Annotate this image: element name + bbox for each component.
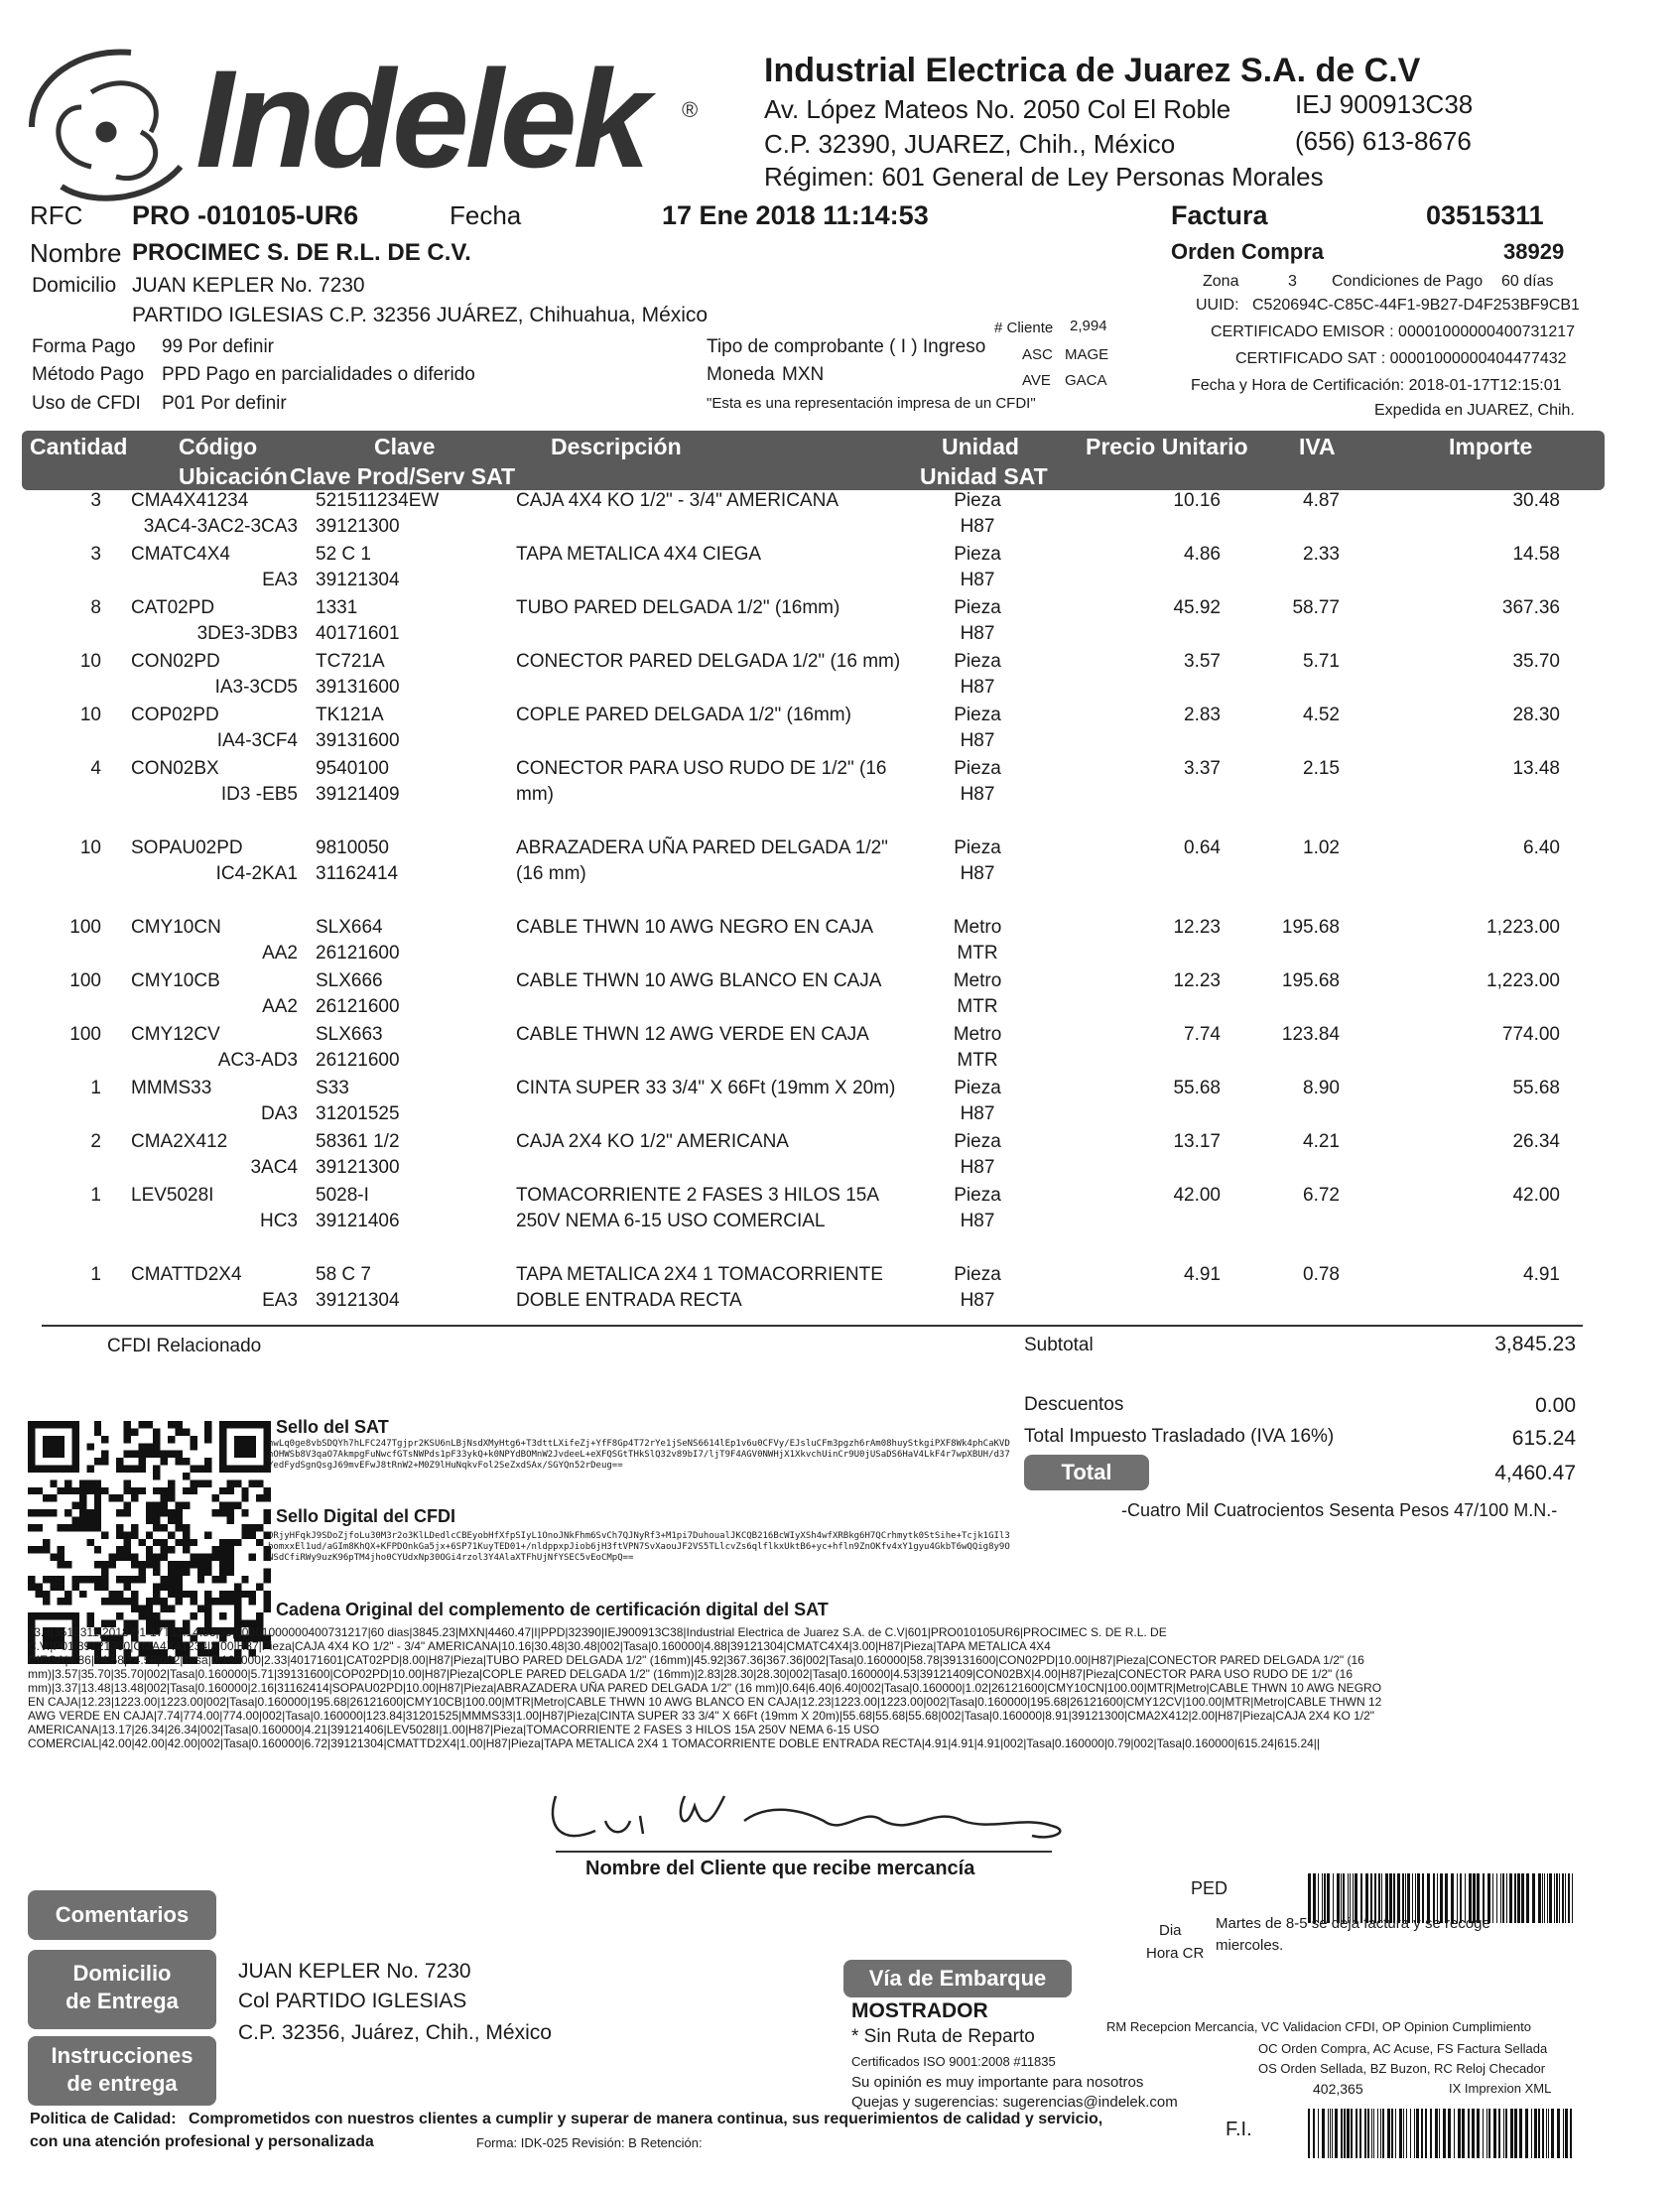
zona-value: 3 bbox=[1288, 273, 1297, 290]
cell-unidad: Pieza bbox=[954, 758, 1001, 779]
cell-iva: 195.68 bbox=[1281, 917, 1340, 938]
domicilio-line-1: JUAN KEPLER No. 7230 bbox=[132, 274, 365, 297]
cadena-line: ||3.3|3515311|2018-01-17T11:14:53|99|00001000000400731217|60 dias|3845.23|MXN|4460.47|I|PPD|32390|IEJ900913C38|Industrial Electrica de Juarez S.A. de C.V|601|PRO010105UR6|PROCIMEC S. DE R.L. DE bbox=[28, 1625, 1167, 1639]
cfdi-relacionado: CFDI Relacionado bbox=[107, 1336, 262, 1356]
cell-importe: 30.48 bbox=[1512, 490, 1560, 511]
cell-precio: 3.37 bbox=[1184, 758, 1221, 779]
politica-label: Politica de Calidad: bbox=[30, 2111, 177, 2127]
codes-line-3: OS Orden Sellada, BZ Buzon, RC Reloj Checador bbox=[1258, 2061, 1546, 2076]
fi-barcode-icon bbox=[1308, 2109, 1576, 2158]
cell-descripcion-1: CABLE THWN 10 AWG NEGRO EN CAJA bbox=[516, 917, 874, 938]
cell-cantidad: 10 bbox=[79, 837, 101, 858]
cell-cantidad: 1 bbox=[90, 1185, 101, 1206]
cadena-line: mm)|3.57|35.70|35.70|002|Tasa|0.160000|5.71|39131600|COP02PD|10.00|H87|Pieza|COPLE PARED DELGADA 1/2" (16mm)|2.83|28.30|28.30|002|Tasa|0.160000|4.53|39121409|CON02BX|4.00|H87|Pieza|CONECTOR PARA USO RUDO DE 1/2" (16 bbox=[28, 1667, 1353, 1681]
fan-icon bbox=[32, 52, 181, 197]
cell-iva: 1.02 bbox=[1303, 837, 1340, 858]
zona-label: Zona bbox=[1203, 273, 1239, 290]
cell-descripcion-1: CONECTOR PARED DELGADA 1/2" (16 mm) bbox=[516, 651, 901, 672]
cell-descripcion-1: ABRAZADERA UÑA PARED DELGADA 1/2" bbox=[516, 837, 888, 858]
iso-cert: Certificados ISO 9001:2008 #11835 bbox=[851, 2054, 1056, 2069]
cell-precio: 4.91 bbox=[1184, 1264, 1221, 1285]
cell-iva: 8.90 bbox=[1303, 1078, 1340, 1098]
cell-precio: 12.23 bbox=[1173, 970, 1221, 991]
cadena-line: CIEGA|4.86|14.58|14.58|002|Tasa|0.160000|2.33|40171601|CAT02PD|8.00|H87|Pieza|TUBO PARED DELGADA 1/2" (16mm)|45.92|367.36|367.36|002|Tasa|0.160000|58.78|39131600|CON02PD|10.00|H87|Pieza|CONECTOR PARED DELGADA 1/2" (16 bbox=[28, 1653, 1364, 1667]
politica-line-1: Comprometidos con nuestros clientes a cumplir y superar de manera continua, sus requerimientos de calidad y servicio, bbox=[189, 2111, 1103, 2127]
orden-label: Orden Compra bbox=[1171, 239, 1325, 264]
cell-ubicacion: AA2 bbox=[262, 943, 298, 964]
cell-iva: 4.87 bbox=[1303, 490, 1340, 511]
cell-clave: TK121A bbox=[316, 705, 384, 725]
via-embarque-label: Vía de Embarque bbox=[843, 1960, 1072, 1997]
cell-iva: 2.15 bbox=[1303, 758, 1340, 779]
cell-clave: SLX664 bbox=[316, 917, 383, 938]
fecha-label: Fecha bbox=[450, 200, 522, 230]
subtotal-label: Subtotal bbox=[1024, 1335, 1094, 1355]
total-label: Total bbox=[1024, 1455, 1149, 1490]
total-letra: -Cuatro Mil Cuatrocientos Sesenta Pesos 47/100 M.N.- bbox=[1121, 1500, 1558, 1520]
cell-clave: SLX666 bbox=[316, 970, 383, 991]
cell-clave: 521511234EW bbox=[316, 490, 440, 511]
factura-label: Factura bbox=[1171, 200, 1268, 230]
cell-importe: 774.00 bbox=[1501, 1024, 1560, 1045]
cell-unidad: Pieza bbox=[954, 544, 1001, 565]
company-logo bbox=[22, 38, 716, 206]
certificado-emisor: CERTIFICADO EMISOR : 00001000000400731217 bbox=[1211, 323, 1576, 340]
uso-cfdi-label: Uso de CFDI bbox=[32, 393, 141, 414]
company-address-2: C.P. 32390, JUAREZ, Chih., México bbox=[764, 129, 1176, 159]
moneda-label: Moneda bbox=[707, 364, 775, 385]
cell-clave: 58 C 7 bbox=[316, 1264, 371, 1285]
cell-precio: 10.16 bbox=[1173, 490, 1221, 511]
cell-unidad: Metro bbox=[953, 1024, 1002, 1045]
cell-clave: 9810050 bbox=[316, 837, 389, 858]
cell-unidad-sat: H87 bbox=[960, 516, 995, 537]
cell-importe: 26.34 bbox=[1512, 1131, 1560, 1152]
cell-cantidad: 100 bbox=[69, 917, 101, 938]
rfc-label: RFC bbox=[30, 200, 83, 230]
cell-clave-sat: 39121300 bbox=[316, 516, 400, 537]
cell-iva: 123.84 bbox=[1281, 1024, 1340, 1045]
cell-importe: 55.68 bbox=[1512, 1078, 1560, 1098]
cell-iva: 195.68 bbox=[1281, 970, 1340, 991]
cell-unidad-sat: H87 bbox=[960, 784, 995, 805]
company-regimen: Régimen: 601 General de Ley Personas Morales bbox=[764, 162, 1324, 192]
forma-revision: Forma: IDK-025 Revisión: B Retención: bbox=[476, 2135, 703, 2150]
company-phone: (656) 613-8676 bbox=[1295, 126, 1472, 156]
header-clave: Clave bbox=[374, 434, 436, 459]
cell-clave: S33 bbox=[316, 1078, 349, 1098]
cell-precio: 42.00 bbox=[1173, 1185, 1221, 1206]
header-unidad: Unidad bbox=[942, 434, 1019, 459]
cell-precio: 2.83 bbox=[1184, 705, 1221, 725]
cell-ubicacion: 3AC4 bbox=[250, 1157, 298, 1178]
cell-unidad-sat: H87 bbox=[960, 1290, 995, 1311]
cell-descripcion-1: TAPA METALICA 4X4 CIEGA bbox=[516, 544, 762, 565]
cell-cantidad: 8 bbox=[90, 597, 101, 618]
cell-clave-sat: 40171601 bbox=[316, 623, 400, 644]
instrucciones-label-2: de entrega bbox=[66, 2071, 178, 2096]
cell-clave-sat: 39121409 bbox=[316, 784, 400, 805]
cell-codigo: CAT02PD bbox=[131, 597, 215, 618]
cell-unidad: Pieza bbox=[954, 1078, 1001, 1098]
domicilio-entrega-box bbox=[28, 1950, 216, 2029]
nombre-value: PROCIMEC S. DE R.L. DE C.V. bbox=[132, 239, 471, 266]
cell-codigo: CMATTD2X4 bbox=[131, 1264, 242, 1285]
cell-codigo: COP02PD bbox=[131, 705, 219, 725]
cell-unidad-sat: MTR bbox=[957, 1050, 998, 1071]
cell-descripcion-2: 250V NEMA 6-15 USO COMERCIAL bbox=[516, 1211, 826, 1231]
cell-codigo: CON02BX bbox=[131, 758, 219, 779]
sello-sat-label: Sello del SAT bbox=[276, 1417, 389, 1437]
cell-codigo: CMY10CN bbox=[131, 917, 221, 938]
cell-codigo: LEV5028I bbox=[131, 1185, 214, 1206]
cell-ubicacion: IC4-2KA1 bbox=[215, 863, 298, 884]
sello-sat-text: hwLq0ge8vbSDQYh7hLFC247Tgjpr2KSU6nLBjNsdXMyHtg6+T3dttLXifeZj+YfF8Gp4T72rYe1jSeNS6614lEp1v6u0CFVy/EJsluCFm3pgzh6rAm08huyStkgiPXF8Wk4phCaKVDhOHWSb8V3qaO7AkmpgFuNwcfGTsNWPds1pF33ykQ+k0NPYdBOMnW2JvdeeL+eXFQSGtTHkSlQ32v89bI7/ljT9F4AGV0NWHjX1XkvchUinCr9U0jUSaDS6HaV4LkF4r7wpXBUH/d37YedFydSgnQsgJ69mvEFwJ8tRnW2+M0Z9lHuNqkvFol2SeZxdSAx/SGYQn52rDeug== bbox=[268, 1439, 1010, 1471]
forma-pago-value: 99 Por definir bbox=[162, 336, 275, 357]
company-name: Industrial Electrica de Juarez S.A. de C.V bbox=[764, 52, 1421, 89]
cell-descripcion-2: DOBLE ENTRADA RECTA bbox=[516, 1290, 742, 1311]
cell-clave-sat: 26121600 bbox=[316, 943, 400, 964]
cell-importe: 1,223.00 bbox=[1486, 917, 1560, 938]
cell-unidad-sat: MTR bbox=[957, 943, 998, 964]
cell-unidad: Pieza bbox=[954, 597, 1001, 618]
cell-descripcion-1: CABLE THWN 12 AWG VERDE EN CAJA bbox=[516, 1024, 869, 1045]
cell-descripcion-1: CAJA 4X4 KO 1/2" - 3/4" AMERICANA bbox=[516, 490, 840, 511]
cell-ubicacion: EA3 bbox=[262, 570, 298, 590]
tipo-comprobante: Tipo de comprobante ( I ) Ingreso bbox=[707, 336, 986, 357]
ave-value: GACA bbox=[1065, 372, 1107, 389]
cadena-line: mm)|3.37|13.48|13.48|002|Tasa|0.160000|2.16|31162414|SOPAU02PD|10.00|H87|Pieza|ABRAZADERA UÑA PARED DELGADA 1/2" (16 mm)|0.64|6.40|6.40|002|Tasa|0.160000|1.02|26121600|CMY10CN|100.00|MTR|Metro|CABLE THWN 10 AWG NEGRO bbox=[28, 1681, 1382, 1695]
registered-mark: ® bbox=[682, 97, 699, 122]
cell-ubicacion: IA3-3CD5 bbox=[214, 677, 298, 698]
cell-unidad-sat: H87 bbox=[960, 1211, 995, 1231]
cell-clave: 9540100 bbox=[316, 758, 389, 779]
moneda-value: MXN bbox=[782, 364, 825, 385]
cell-ubicacion: EA3 bbox=[262, 1290, 298, 1311]
cell-precio: 3.57 bbox=[1184, 651, 1221, 672]
cell-unidad: Pieza bbox=[954, 1185, 1001, 1206]
cell-precio: 0.64 bbox=[1184, 837, 1221, 858]
cell-ubicacion: AC3-AD3 bbox=[217, 1050, 298, 1071]
rfc-value: PRO -010105-UR6 bbox=[132, 200, 359, 230]
cell-unidad-sat: H87 bbox=[960, 1157, 995, 1178]
cell-codigo: CMA2X412 bbox=[131, 1131, 228, 1152]
company-rfc: IEJ 900913C38 bbox=[1295, 89, 1474, 119]
firma-label: Nombre del Cliente que recibe mercancía bbox=[585, 1858, 975, 1879]
cadena-line: C.V.|P01|39121300|CMA4X41234|3.00|H87|Pieza|CAJA 4X4 KO 1/2" - 3/4" AMERICANA|10.16|30.48|30.48|002|Tasa|0.160000|4.88|39121304|CMATC4X4|3.00|H87|Pieza|TAPA METALICA 4X4 bbox=[28, 1639, 1051, 1653]
cell-descripcion-1: TAPA METALICA 2X4 1 TOMACORRIENTE bbox=[516, 1264, 883, 1285]
uuid-value: C520694C-C85C-44F1-9B27-D4F253BF9CB1 bbox=[1252, 297, 1580, 314]
cadena-line: EN CAJA|12.23|1223.00|1223.00|002|Tasa|0.160000|195.68|26121600|CMY10CB|100.00|MTR|Metro|CABLE THWN 10 AWG BLANCO EN CAJA|12.23|1223.00|1223.00|002|Tasa|0.160000|195.68|26121600|CMY12CV|100.00|MTR|Metro|CABLE THWN 12 bbox=[28, 1695, 1382, 1709]
nombre-label: Nombre bbox=[30, 238, 122, 268]
company-address-1: Av. López Mateos No. 2050 Col El Roble bbox=[764, 94, 1231, 124]
hora-label: Hora CR bbox=[1146, 1945, 1205, 1962]
fi-label: F.I. bbox=[1226, 2119, 1252, 2140]
document-number: 402,365 bbox=[1313, 2081, 1363, 2097]
cell-descripcion-2: mm) bbox=[516, 784, 554, 805]
fecha-value: 17 Ene 2018 11:14:53 bbox=[662, 200, 929, 230]
forma-pago-label: Forma Pago bbox=[32, 336, 136, 357]
cell-descripcion-1: CAJA 2X4 KO 1/2" AMERICANA bbox=[516, 1131, 789, 1152]
cell-descripcion-1: COPLE PARED DELGADA 1/2" (16mm) bbox=[516, 705, 851, 725]
cell-descripcion-1: TOMACORRIENTE 2 FASES 3 HILOS 15A bbox=[516, 1185, 880, 1206]
cell-codigo: CMATC4X4 bbox=[131, 544, 230, 565]
cell-precio: 12.23 bbox=[1173, 917, 1221, 938]
cell-descripcion-1: CONECTOR PARA USO RUDO DE 1/2" (16 bbox=[516, 758, 887, 779]
header-cantidad: Cantidad bbox=[30, 434, 128, 459]
cell-unidad: Pieza bbox=[954, 837, 1001, 858]
cell-importe: 1,223.00 bbox=[1486, 970, 1560, 991]
quejas-text: Quejas y sugerencias: sugerencias@indelek.com bbox=[851, 2094, 1178, 2111]
cell-clave-sat: 39121406 bbox=[316, 1211, 400, 1231]
cell-importe: 28.30 bbox=[1512, 705, 1560, 725]
cell-clave: SLX663 bbox=[316, 1024, 383, 1045]
cell-clave-sat: 26121600 bbox=[316, 1050, 400, 1071]
comentarios-label: Comentarios bbox=[28, 1890, 216, 1940]
asc-label: ASC bbox=[1022, 346, 1053, 363]
cell-cantidad: 1 bbox=[90, 1078, 101, 1098]
cell-clave: 52 C 1 bbox=[316, 544, 371, 565]
uuid-label: UUID: bbox=[1196, 297, 1239, 314]
cell-cantidad: 100 bbox=[69, 1024, 101, 1045]
domicilio-line-2: PARTIDO IGLESIAS C.P. 32356 JUÁREZ, Chihuahua, México bbox=[132, 304, 709, 326]
cell-ubicacion: 3AC4-3AC2-3CA3 bbox=[143, 516, 298, 537]
cell-importe: 6.40 bbox=[1523, 837, 1560, 858]
items-table-header bbox=[22, 431, 1605, 490]
header-unidad-sat: Unidad SAT bbox=[920, 463, 1048, 489]
representacion-note: "Esta es una representación impresa de un CFDI" bbox=[707, 395, 1036, 412]
cell-codigo: SOPAU02PD bbox=[131, 837, 243, 858]
impuesto-value: 615.24 bbox=[1511, 1427, 1576, 1450]
cell-clave: TC721A bbox=[316, 651, 385, 672]
cell-cantidad: 1 bbox=[90, 1264, 101, 1285]
sello-cfdi-text: ORjyHFqkJ9SDoZjfoLu30M3r2o3KlLDedlcCBEyobHfXfpSIyL1OnoJNkFhm6SvCh7QJNyRf3+M1pi7DuhoualJKCQB216BcWIyXSh4wfXRBkg6H7QCrhmytk0StSihe+Tcjk1GIl3bomxxEl1ud/aGIm8KhQX+KFPDOnkGa5jx+6SP71KuyTED01+/nldppxpJiob6jH3ftVPN7SvXaouJF2VS5TLlcvZs6qlflkxUktB6+yc+hfln9ZnOKfv4xY1gyu4GkbT6wQQig8y9ONSdCfiRWy9uzK96pTM4jho0CYUdxNp30OGi4rzol3Y4AlaXTFhUjNfYSEC5vEoCMpQ== bbox=[268, 1531, 1010, 1563]
cell-clave-sat: 39131600 bbox=[316, 677, 400, 698]
cell-ubicacion: IA4-3CF4 bbox=[216, 730, 298, 751]
cell-unidad-sat: H87 bbox=[960, 570, 995, 590]
header-descripcion: Descripción bbox=[551, 434, 682, 459]
condiciones-value: 60 días bbox=[1501, 273, 1554, 290]
cell-cantidad: 3 bbox=[90, 544, 101, 565]
cell-clave-sat: 39121304 bbox=[316, 1290, 400, 1311]
cell-unidad-sat: MTR bbox=[957, 996, 998, 1017]
cell-iva: 4.52 bbox=[1303, 705, 1340, 725]
entrega-line-1: JUAN KEPLER No. 7230 bbox=[238, 1960, 471, 1983]
cell-importe: 42.00 bbox=[1512, 1185, 1560, 1206]
cell-clave-sat: 39121300 bbox=[316, 1157, 400, 1178]
cell-cantidad: 3 bbox=[90, 490, 101, 511]
dia-note-2: miercoles. bbox=[1216, 1937, 1284, 1954]
ped-label: PED bbox=[1191, 1878, 1228, 1898]
descuentos-label: Descuentos bbox=[1024, 1394, 1124, 1415]
cell-unidad-sat: H87 bbox=[960, 730, 995, 751]
cell-clave: 1331 bbox=[316, 597, 358, 618]
cadena-line: AWG VERDE EN CAJA|7.74|774.00|774.00|002|Tasa|0.160000|123.84|31201525|MMMS33|1.00|H87|Pieza|CINTA SUPER 33 3/4" X 66Ft (19mm X 20m)|55.68|55.68|55.68|002|Tasa|0.160000|8.91|39121300|CMA2X412|2.00|H87|Pieza|CAJA 2X4 KO 1/2" bbox=[28, 1709, 1375, 1723]
cell-unidad: Pieza bbox=[954, 490, 1001, 511]
cell-ubicacion: DA3 bbox=[261, 1103, 298, 1124]
expedida-en: Expedida en JUAREZ, Chih. bbox=[1374, 402, 1575, 419]
cell-codigo: CMY12CV bbox=[131, 1024, 220, 1045]
cell-unidad-sat: H87 bbox=[960, 623, 995, 644]
cell-iva: 6.72 bbox=[1303, 1185, 1340, 1206]
cell-unidad: Pieza bbox=[954, 651, 1001, 672]
header-iva: IVA bbox=[1299, 434, 1336, 459]
header-precio: Precio Unitario bbox=[1086, 434, 1248, 459]
domicilio-entrega-label-1: Domicilio bbox=[72, 1961, 172, 1986]
cell-importe: 367.36 bbox=[1501, 597, 1560, 618]
politica-line-2: con una atención profesional y personalizada bbox=[30, 2133, 374, 2150]
cell-clave-sat: 31201525 bbox=[316, 1103, 400, 1124]
dia-note-1: Martes de 8-5 se deja factura y se recoge bbox=[1216, 1915, 1490, 1932]
cell-importe: 4.91 bbox=[1523, 1264, 1560, 1285]
cell-clave-sat: 39121304 bbox=[316, 570, 400, 590]
cell-iva: 5.71 bbox=[1303, 651, 1340, 672]
sello-cfdi-label: Sello Digital del CFDI bbox=[276, 1506, 456, 1526]
header-importe: Importe bbox=[1449, 434, 1533, 459]
cell-importe: 35.70 bbox=[1512, 651, 1560, 672]
cliente-label: # Cliente bbox=[994, 320, 1054, 336]
cell-unidad: Pieza bbox=[954, 705, 1001, 725]
logo-text: Indelek bbox=[195, 41, 647, 196]
cell-descripcion-1: CABLE THWN 10 AWG BLANCO EN CAJA bbox=[516, 970, 882, 991]
cadena-label: Cadena Original del complemento de certificación digital del SAT bbox=[276, 1600, 829, 1619]
orden-value: 38929 bbox=[1503, 239, 1565, 264]
cliente-value: 2,994 bbox=[1070, 318, 1107, 334]
factura-value: 03515311 bbox=[1426, 200, 1544, 230]
instrucciones-label-1: Instrucciones bbox=[51, 2043, 194, 2068]
cell-codigo: CMA4X41234 bbox=[131, 490, 249, 511]
cell-ubicacion: ID3 -EB5 bbox=[220, 784, 298, 805]
asc-value: MAGE bbox=[1065, 346, 1109, 363]
cell-precio: 45.92 bbox=[1173, 597, 1221, 618]
domicilio-label: Domicilio bbox=[32, 274, 117, 297]
impuesto-label: Total Impuesto Trasladado (IVA 16%) bbox=[1024, 1426, 1335, 1447]
cadena-line: COMERCIAL|42.00|42.00|42.00|002|Tasa|0.160000|6.72|39121304|CMATTD2X4|1.00|H87|Pieza|TAPA METALICA 2X4 1 TOMACORRIENTE DOBLE ENTRADA RECTA|4.91|4.91|4.91|002|Tasa|0.160000|0.79|002|Tasa|0.160000|615.24|615.24|| bbox=[28, 1736, 1321, 1750]
cell-iva: 58.77 bbox=[1292, 597, 1340, 618]
table-divider bbox=[42, 1325, 1583, 1327]
cell-precio: 7.74 bbox=[1184, 1024, 1221, 1045]
header-ubicacion: Ubicación bbox=[179, 463, 288, 489]
header-clave-sat: Clave Prod/Serv SAT bbox=[290, 463, 516, 489]
via-embarque-value: MOSTRADOR bbox=[851, 1999, 988, 2022]
total-value: 4,460.47 bbox=[1494, 1462, 1576, 1484]
cadena-original bbox=[28, 1625, 1576, 1750]
header-codigo: Código bbox=[179, 434, 258, 459]
impresion-code: IX Imprexion XML bbox=[1449, 2081, 1552, 2096]
cell-ubicacion: AA2 bbox=[262, 996, 298, 1017]
entrega-line-3: C.P. 32356, Juárez, Chih., México bbox=[238, 2021, 552, 2044]
cell-descripcion-1: TUBO PARED DELGADA 1/2" (16mm) bbox=[516, 597, 840, 618]
cell-cantidad: 100 bbox=[69, 970, 101, 991]
cell-unidad: Metro bbox=[953, 917, 1002, 938]
cell-codigo: CON02PD bbox=[131, 651, 220, 672]
cell-importe: 14.58 bbox=[1512, 544, 1560, 565]
cell-ubicacion: HC3 bbox=[259, 1211, 298, 1231]
descuentos-value: 0.00 bbox=[1535, 1394, 1576, 1417]
entrega-line-2: Col PARTIDO IGLESIAS bbox=[238, 1990, 467, 2012]
cell-cantidad: 2 bbox=[90, 1131, 101, 1152]
signature-line bbox=[556, 1851, 1052, 1853]
cell-iva: 4.21 bbox=[1303, 1131, 1340, 1152]
codes-line-1: RM Recepcion Mercancia, VC Validacion CFDI, OP Opinion Cumplimiento bbox=[1106, 2019, 1531, 2034]
codes-line-2: OC Orden Compra, AC Acuse, FS Factura Sellada bbox=[1258, 2041, 1548, 2056]
uso-cfdi-value: P01 Por definir bbox=[162, 393, 287, 414]
cadena-line: AMERICANA|13.17|26.34|26.34|002|Tasa|0.160000|4.21|39121406|LEV5028I|1.00|H87|Pieza|TOMACORRIENTE 2 FASES 3 HILOS 15A 250V NEMA 6-15 USO bbox=[28, 1723, 880, 1736]
cell-descripcion-1: CINTA SUPER 33 3/4" X 66Ft (19mm X 20m) bbox=[516, 1078, 896, 1098]
cell-unidad-sat: H87 bbox=[960, 1103, 995, 1124]
domicilio-entrega-label-2: de Entrega bbox=[65, 1989, 179, 2013]
customer-signature bbox=[536, 1776, 1092, 1851]
cell-clave: 5028-I bbox=[316, 1185, 369, 1206]
subtotal-value: 3,845.23 bbox=[1494, 1333, 1576, 1355]
dia-label: Dia bbox=[1159, 1922, 1182, 1939]
cell-precio: 4.86 bbox=[1184, 544, 1221, 565]
cell-unidad: Pieza bbox=[954, 1264, 1001, 1285]
metodo-pago-value: PPD Pago en parcialidades o diferido bbox=[162, 364, 475, 385]
metodo-pago-label: Método Pago bbox=[32, 364, 145, 385]
cell-unidad-sat: H87 bbox=[960, 863, 995, 884]
cell-iva: 0.78 bbox=[1303, 1264, 1340, 1285]
cell-cantidad: 10 bbox=[79, 651, 101, 672]
instrucciones-box bbox=[28, 2036, 216, 2106]
cell-clave-sat: 39131600 bbox=[316, 730, 400, 751]
cell-codigo: CMY10CB bbox=[131, 970, 220, 991]
ave-label: AVE bbox=[1022, 372, 1051, 389]
cell-clave-sat: 26121600 bbox=[316, 996, 400, 1017]
cell-precio: 55.68 bbox=[1173, 1078, 1221, 1098]
cell-unidad: Metro bbox=[953, 970, 1002, 991]
cell-unidad: Pieza bbox=[954, 1131, 1001, 1152]
fecha-certificacion: Fecha y Hora de Certificación: 2018-01-17T12:15:01 bbox=[1191, 377, 1562, 394]
ruta-reparto: * Sin Ruta de Reparto bbox=[851, 2026, 1035, 2047]
cell-importe: 13.48 bbox=[1512, 758, 1560, 779]
cell-iva: 2.33 bbox=[1303, 544, 1340, 565]
certificado-sat: CERTIFICADO SAT : 00001000000404477432 bbox=[1235, 350, 1567, 367]
cell-precio: 13.17 bbox=[1173, 1131, 1221, 1152]
opinion-text: Su opinión es muy importante para nosotros bbox=[851, 2074, 1144, 2091]
cell-ubicacion: 3DE3-3DB3 bbox=[196, 623, 298, 644]
cell-clave-sat: 31162414 bbox=[316, 863, 399, 884]
cell-clave: 58361 1/2 bbox=[316, 1131, 400, 1152]
condiciones-label: Condiciones de Pago bbox=[1332, 273, 1484, 290]
cell-descripcion-2: (16 mm) bbox=[516, 863, 586, 884]
cell-cantidad: 10 bbox=[79, 705, 101, 725]
cell-codigo: MMMS33 bbox=[131, 1078, 212, 1098]
cell-unidad-sat: H87 bbox=[960, 677, 995, 698]
cell-cantidad: 4 bbox=[90, 758, 101, 779]
